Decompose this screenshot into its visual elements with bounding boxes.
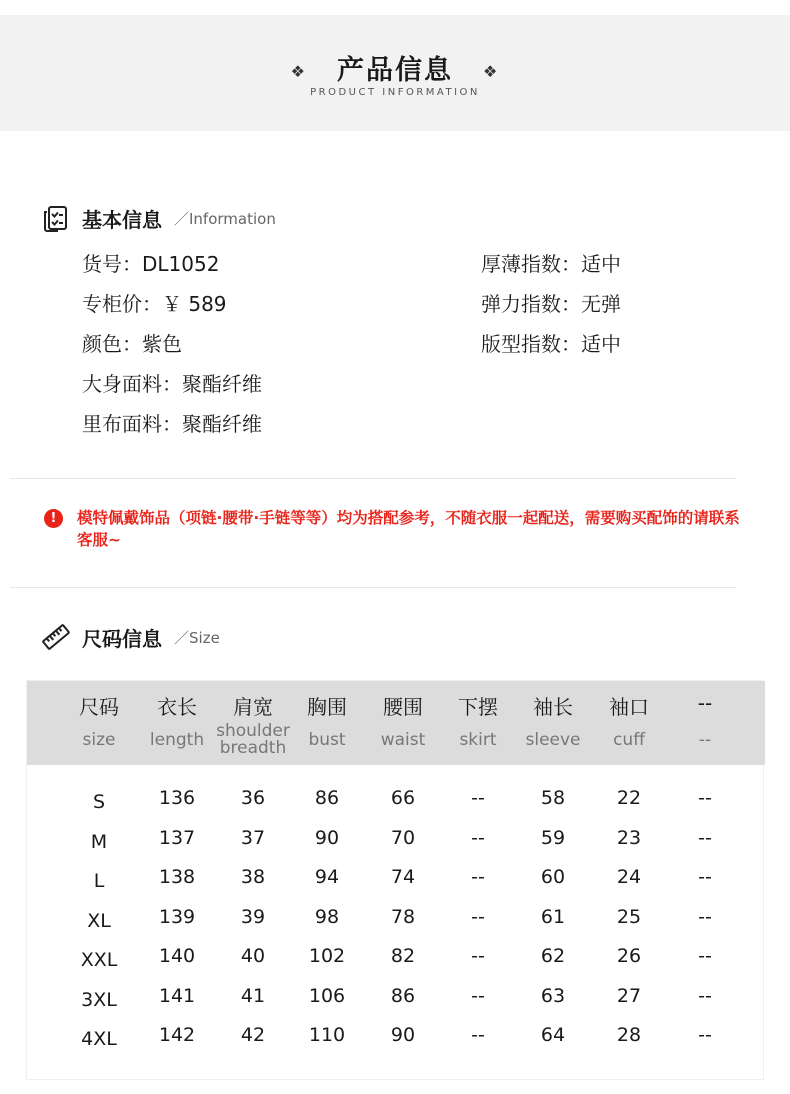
table-cell: 40 bbox=[240, 945, 266, 967]
exclamation-icon: ! bbox=[44, 509, 63, 528]
table-cell: -- bbox=[698, 826, 712, 849]
column-header-zh: 尺码 bbox=[79, 695, 119, 719]
accessory-notice bbox=[44, 507, 754, 551]
table-cell: 24 bbox=[616, 866, 642, 888]
table-cell: 102 bbox=[308, 945, 346, 967]
column-header-en: size bbox=[82, 730, 116, 750]
table-cell: -- bbox=[471, 984, 485, 1007]
table-cell: 26 bbox=[616, 945, 642, 967]
column-header-en: skirt bbox=[459, 730, 497, 750]
info-item: 弹力指数：无弹 bbox=[481, 292, 621, 316]
column-header-zh: 下摆 bbox=[458, 695, 498, 719]
column-header-en: waist bbox=[380, 730, 426, 750]
table-cell: 23 bbox=[616, 826, 642, 849]
column-header-en: -- bbox=[698, 730, 712, 750]
basic-info-heading bbox=[42, 203, 276, 233]
table-cell: 98 bbox=[314, 905, 340, 928]
size-label-cell: XXL bbox=[80, 949, 118, 971]
size-label-cell: S bbox=[92, 791, 106, 813]
basic-info-title: 基本信息 bbox=[82, 207, 162, 232]
table-cell: 64 bbox=[540, 1024, 566, 1046]
table-cell: -- bbox=[698, 945, 712, 967]
size-info-heading bbox=[42, 622, 220, 652]
column-header-en: shoulder breadth bbox=[216, 721, 290, 758]
table-cell: -- bbox=[471, 866, 485, 888]
table-cell: 63 bbox=[540, 984, 566, 1007]
table-cell: 136 bbox=[158, 787, 196, 809]
header-title bbox=[0, 48, 790, 87]
table-cell: 22 bbox=[616, 787, 642, 809]
info-item: 货号：DL1052 bbox=[82, 252, 220, 276]
column-header-en: length bbox=[149, 730, 205, 750]
table-cell: -- bbox=[471, 787, 485, 809]
divider bbox=[10, 587, 736, 588]
ruler-icon bbox=[42, 623, 70, 651]
info-item: 版型指数：适中 bbox=[481, 332, 621, 356]
info-item: 专柜价：￥ 589 bbox=[82, 292, 227, 316]
document-check-icon bbox=[42, 204, 70, 232]
table-cell: 59 bbox=[540, 826, 566, 849]
column-header-zh: 肩宽 bbox=[233, 695, 273, 719]
table-cell: 60 bbox=[540, 866, 566, 888]
table-cell: 42 bbox=[240, 1024, 266, 1046]
column-header-en: sleeve bbox=[525, 730, 581, 750]
table-cell: 78 bbox=[390, 905, 416, 928]
table-cell: 39 bbox=[240, 905, 266, 928]
table-cell: 66 bbox=[390, 787, 416, 809]
divider bbox=[10, 478, 736, 479]
column-header-zh: 胸围 bbox=[307, 695, 347, 719]
table-cell: 90 bbox=[314, 826, 340, 849]
table-cell: 142 bbox=[158, 1024, 196, 1046]
size-label-cell: L bbox=[93, 870, 105, 892]
table-cell: -- bbox=[471, 945, 485, 967]
column-header-zh: 袖口 bbox=[609, 695, 649, 719]
page-header bbox=[0, 15, 790, 131]
info-item: 厚薄指数：适中 bbox=[481, 252, 621, 276]
basic-info-right-list bbox=[481, 248, 621, 368]
table-cell: -- bbox=[471, 826, 485, 849]
table-cell: 58 bbox=[540, 787, 566, 809]
size-table bbox=[26, 680, 764, 1080]
diamond-ornament-icon: ❖ bbox=[483, 62, 500, 81]
table-cell: 140 bbox=[158, 945, 196, 967]
info-item: 里布面料：聚酯纤维 bbox=[82, 412, 262, 436]
table-cell: 25 bbox=[616, 905, 642, 928]
header-title-text: 产品信息 bbox=[337, 55, 453, 86]
table-cell: 110 bbox=[308, 1024, 346, 1046]
table-cell: -- bbox=[698, 984, 712, 1007]
size-label-cell: XL bbox=[87, 909, 111, 932]
table-cell: -- bbox=[698, 905, 712, 928]
table-cell: 141 bbox=[158, 984, 196, 1007]
table-cell: 86 bbox=[390, 984, 416, 1007]
table-cell: 90 bbox=[390, 1024, 416, 1046]
diamond-ornament-icon: ❖ bbox=[290, 62, 307, 81]
table-cell: 94 bbox=[314, 866, 340, 888]
table-cell: 27 bbox=[616, 984, 642, 1007]
info-item: 大身面料：聚酯纤维 bbox=[82, 372, 262, 396]
table-cell: -- bbox=[698, 787, 712, 809]
basic-info-subtitle: ／Information bbox=[174, 209, 276, 228]
size-label-cell: M bbox=[90, 830, 108, 853]
size-label-cell: 3XL bbox=[81, 988, 117, 1011]
column-header-zh: 衣长 bbox=[157, 695, 197, 719]
column-header-en: bust bbox=[308, 730, 346, 750]
table-cell: 137 bbox=[158, 826, 196, 849]
table-cell: 61 bbox=[540, 905, 566, 928]
table-cell: 86 bbox=[314, 787, 340, 809]
column-header-zh: -- bbox=[697, 691, 713, 715]
size-info-subtitle: ／Size bbox=[174, 628, 220, 647]
table-cell: 70 bbox=[390, 826, 416, 849]
table-cell: 138 bbox=[158, 866, 196, 888]
table-cell: 36 bbox=[240, 787, 266, 809]
table-cell: 41 bbox=[240, 984, 266, 1007]
table-cell: 106 bbox=[308, 984, 346, 1007]
table-cell: 62 bbox=[540, 945, 566, 967]
table-cell: -- bbox=[471, 905, 485, 928]
column-header-en: cuff bbox=[613, 730, 645, 750]
column-header-zh: 腰围 bbox=[383, 695, 423, 719]
table-cell: 74 bbox=[390, 866, 416, 888]
table-cell: -- bbox=[698, 1024, 712, 1046]
notice-text: 模特佩戴饰品（项链·腰带·手链等等）均为搭配参考，不随衣服一起配送，需要购买配饰的请联系客服~ bbox=[77, 509, 740, 549]
header-subtitle: PRODUCT INFORMATION bbox=[310, 87, 480, 98]
table-cell: 82 bbox=[390, 945, 416, 967]
column-header-zh: 袖长 bbox=[533, 695, 573, 719]
table-cell: 37 bbox=[240, 826, 266, 849]
table-cell: 28 bbox=[616, 1024, 642, 1046]
size-table-header bbox=[27, 681, 765, 765]
table-cell: -- bbox=[698, 866, 712, 888]
info-item: 颜色：紫色 bbox=[82, 332, 182, 356]
table-cell: -- bbox=[471, 1024, 485, 1046]
table-cell: 139 bbox=[158, 905, 196, 928]
size-info-title: 尺码信息 bbox=[82, 626, 162, 651]
size-label-cell: 4XL bbox=[81, 1028, 117, 1050]
basic-info-left-list bbox=[82, 248, 262, 448]
table-cell: 38 bbox=[240, 866, 266, 888]
